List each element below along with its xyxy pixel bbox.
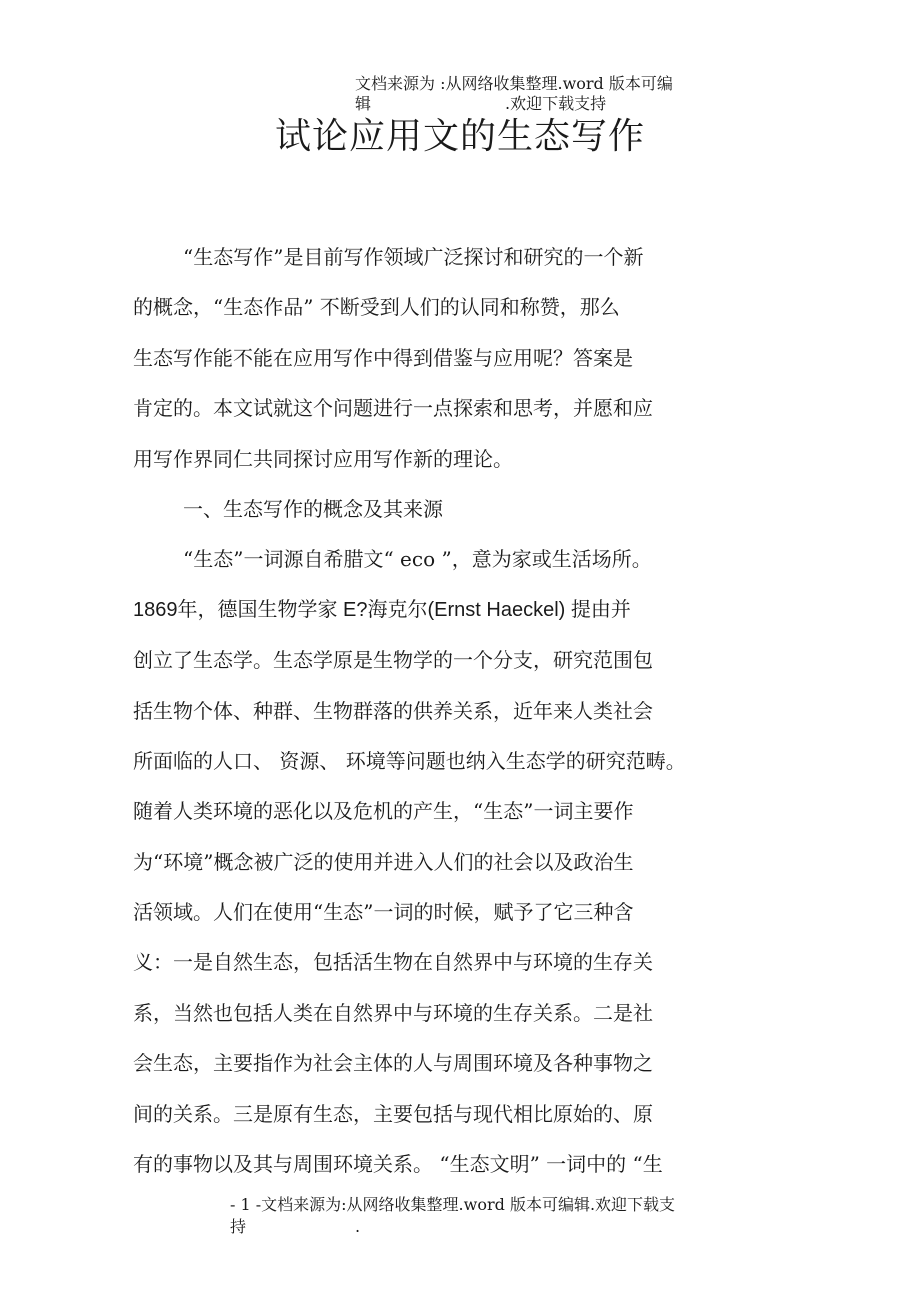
section-heading: 一、生态写作的概念及其来源	[183, 496, 443, 521]
footer-source-note	[230, 1194, 700, 1238]
paragraph-line: 为“环境”概念被广泛的使用并进入人们的社会以及政治生	[133, 849, 634, 874]
paragraph-line: 间的关系。三是原有生态，主要包括与现代相比原始的、原	[133, 1101, 653, 1126]
paragraph-line: 有的事物以及其与周围环境关系。 “生态文明” 一词中的 “生	[133, 1152, 663, 1177]
paragraph-line: 活领域。人们在使用“生态”一词的时候，赋予了它三种含	[133, 900, 634, 925]
paragraph-line: 肯定的。本文试就这个问题进行一点探索和思考，并愿和应	[133, 396, 653, 421]
paragraph-line: “生态写作”是目前写作领域广泛探讨和研究的一个新	[183, 245, 644, 269]
paragraph-line: 义：一是自然生态，包括活生物在自然界中与环境的生存关	[133, 950, 653, 975]
body-text	[133, 232, 773, 1189]
paragraph-line: 1869年，德国生物学家 E?海克尔(Ernst Haeckel) 提由并	[133, 598, 631, 621]
paragraph-line: 创立了生态学。生态学原是生物学的一个分支，研究范围包	[133, 648, 653, 673]
paragraph-line: “生态”一词源自希腊文“ eco ”，意为家或生活场所。	[183, 547, 652, 572]
paragraph-line: 生态写作能不能在应用写作中得到借鉴与应用呢？答案是	[133, 345, 633, 370]
header-source-note	[355, 74, 695, 114]
footer-note-line-1: - 1 -文档来源为:从网络收集整理.word 版本可编辑.欢迎下载支	[230, 1195, 676, 1214]
header-note-line-2b: .欢迎下载支持	[505, 94, 607, 113]
footer-note-line-2	[230, 1216, 700, 1238]
header-note-line-2a: 辑	[355, 94, 372, 113]
paragraph-line: 系，当然也包括人类在自然界中与环境的生存关系。二是社	[133, 1000, 653, 1025]
footer-note-line-2b: .	[355, 1217, 361, 1236]
header-note-line-1: 文档来源为 :从网络收集整理.word 版本可编	[355, 74, 673, 93]
header-note-line-2	[355, 94, 695, 114]
paragraph-line: 所面临的人口、 资源、 环境等问题也纳入生态学的研究范畴。	[133, 748, 686, 773]
paragraph-line: 的概念，“生态作品” 不断受到人们的认同和称赞，那么	[133, 295, 620, 320]
document-title: 试论应用文的生态写作	[274, 116, 645, 157]
paragraph-line: 会生态，主要指作为社会主体的人与周围环境及各种事物之	[133, 1051, 653, 1076]
paragraph-line: 括生物个体、种群、生物群落的供养关系，近年来人类社会	[133, 698, 653, 723]
paragraph-line: 用写作界同仁共同探讨应用写作新的理论。	[133, 446, 513, 471]
paragraph-line: 随着人类环境的恶化以及危机的产生，“生态”一词主要作	[133, 799, 634, 824]
footer-note-line-2a: 持	[230, 1217, 247, 1236]
